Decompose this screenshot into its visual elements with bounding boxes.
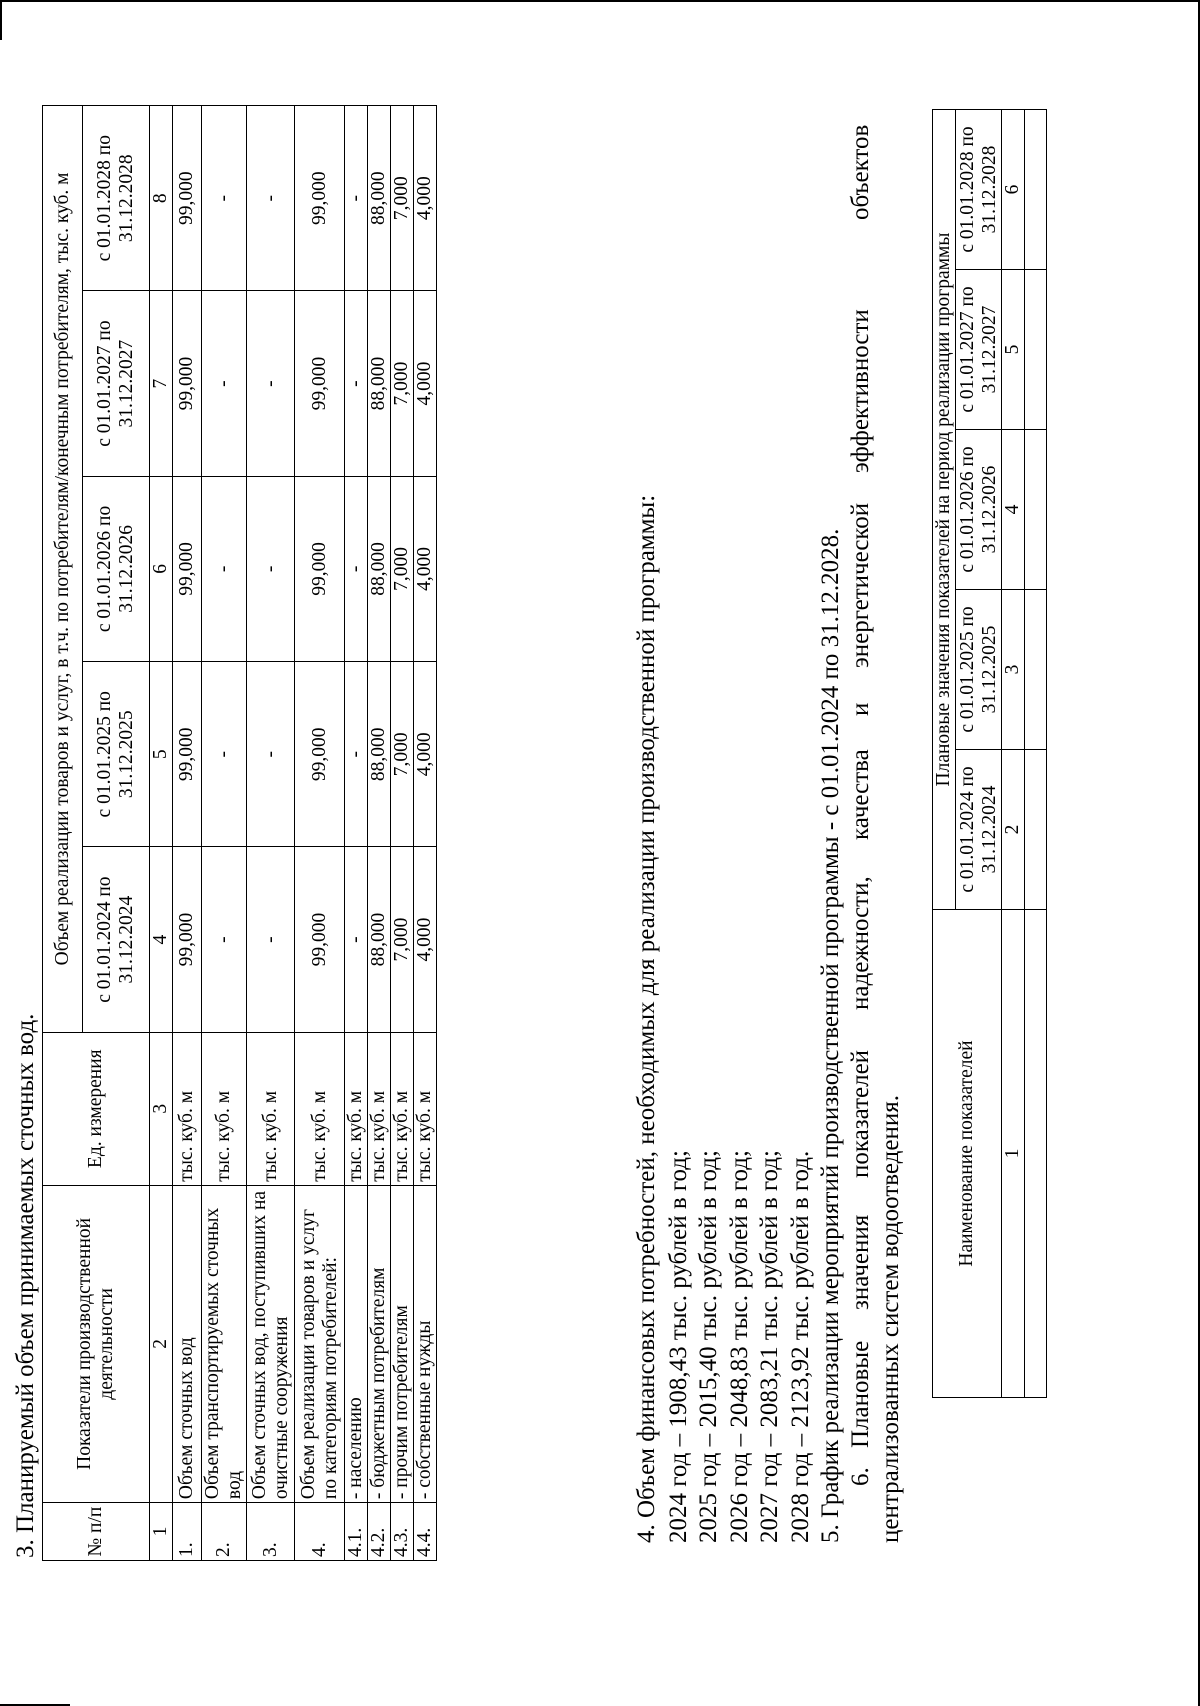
row-value: 4,000 — [414, 847, 437, 1032]
row-num: 4.4. — [414, 1503, 437, 1561]
indicators-table — [932, 109, 1047, 1398]
row-value: 88,000 — [368, 476, 391, 661]
funding-line: 2027 год – 2083,21 тыс. рублей в год; — [756, 1150, 783, 1543]
header-planned-values: Плановые значения показателей на период реализации программы — [933, 109, 956, 909]
row-value: - — [247, 291, 295, 476]
column-number: 5 — [150, 662, 173, 847]
funding-line: 2025 год – 2015,40 тыс. рублей в год; — [695, 1150, 722, 1543]
row-num: 3. — [247, 1503, 295, 1561]
header-volume: Объем реализации товаров и услуг, в т.ч. по потребителям/конечным потребителям, тыс. куб. м — [43, 106, 83, 1033]
table-row — [1025, 109, 1047, 1397]
row-value: 7,000 — [391, 847, 414, 1032]
column-number-row — [150, 106, 173, 1561]
row-value: 7,000 — [391, 662, 414, 847]
column-number: 4 — [1002, 430, 1025, 590]
row-num: 1. — [173, 1503, 202, 1561]
section-5-schedule: 5. График реализации мероприятий производственной программы - с 01.01.2024 по 31.12.2028. — [817, 528, 844, 1543]
section-4-heading: 4. Объем финансовых потребностей, необходимых для реализации производственной программы: — [633, 494, 660, 1543]
column-number: 2 — [1002, 750, 1025, 910]
header-period: с 01.01.2025 по 31.12.2025 — [83, 662, 150, 847]
column-number: 6 — [150, 476, 173, 661]
row-value: - — [247, 847, 295, 1032]
section-6-word: надежности, — [847, 876, 874, 1010]
section-6-word: 6. — [847, 1467, 874, 1486]
column-number: 1 — [1002, 910, 1025, 1398]
header-unit: Ед. измерения — [43, 1032, 150, 1185]
funding-line: 2028 год – 2123,92 тыс. рублей в год. — [787, 1150, 814, 1543]
table-row — [368, 106, 391, 1561]
row-value: 99,000 — [173, 291, 202, 476]
row-value: - — [345, 847, 368, 1032]
section-6-word: и — [847, 702, 874, 716]
section-6-word: объектов — [847, 124, 874, 220]
header-period: с 01.01.2024 по 31.12.2024 — [956, 750, 1002, 910]
row-name: Объем транспортируемых сточных вод — [202, 1185, 247, 1502]
header-period: с 01.01.2026 по 31.12.2026 — [956, 430, 1002, 590]
row-value: - — [247, 106, 295, 291]
header-period: с 01.01.2027 по 31.12.2027 — [83, 291, 150, 476]
row-value: - — [345, 291, 368, 476]
row-value: 4,000 — [414, 476, 437, 661]
row-value: 99,000 — [295, 662, 345, 847]
row-value: 4,000 — [414, 662, 437, 847]
row-unit: тыс. куб. м — [173, 1032, 202, 1185]
header-period: с 01.01.2028 по 31.12.2028 — [956, 109, 1002, 269]
row-value: - — [247, 476, 295, 661]
column-number: 1 — [150, 1503, 173, 1561]
row-value: - — [202, 106, 247, 291]
column-number-row — [1002, 109, 1025, 1397]
table-row — [295, 106, 345, 1561]
row-value: 99,000 — [295, 106, 345, 291]
row-value: 7,000 — [391, 476, 414, 661]
row-value: 99,000 — [173, 847, 202, 1032]
row-value: 99,000 — [173, 106, 202, 291]
row-num: 4.1. — [345, 1503, 368, 1561]
header-period: с 01.01.2025 по 31.12.2025 — [956, 590, 1002, 750]
row-value: - — [202, 476, 247, 661]
section-6-word: Плановые — [847, 1340, 874, 1448]
funding-line: 2024 год – 1908,43 тыс. рублей в год; — [665, 1150, 692, 1543]
table-row — [414, 106, 437, 1561]
row-num: 2. — [202, 1503, 247, 1561]
row-value: 7,000 — [391, 106, 414, 291]
row-value: - — [345, 662, 368, 847]
row-value: 88,000 — [368, 662, 391, 847]
row-num: 4.2. — [368, 1503, 391, 1561]
row-name: - собственные нужды — [414, 1185, 437, 1502]
table-row — [247, 106, 295, 1561]
row-unit: тыс. куб. м — [345, 1032, 368, 1185]
section-6-word: показателей — [847, 1049, 874, 1178]
column-number: 8 — [150, 106, 173, 291]
row-value: 88,000 — [368, 291, 391, 476]
row-value: - — [202, 847, 247, 1032]
header-indicator: Показатели производственной деятельности — [43, 1185, 150, 1502]
row-value: 99,000 — [295, 847, 345, 1032]
row-unit: тыс. куб. м — [247, 1032, 295, 1185]
row-unit: тыс. куб. м — [295, 1032, 345, 1185]
row-unit: тыс. куб. м — [368, 1032, 391, 1185]
column-number: 7 — [150, 291, 173, 476]
section-3-heading: 3. Планируемый объем принимаемых сточных вод. — [12, 1013, 39, 1558]
row-num: 4.3. — [391, 1503, 414, 1561]
column-number: 2 — [150, 1185, 173, 1502]
row-value: 7,000 — [391, 291, 414, 476]
row-value: 88,000 — [368, 847, 391, 1032]
column-number: 5 — [1002, 270, 1025, 430]
row-name: - бюджетным потребителям — [368, 1185, 391, 1502]
row-name: Объем реализации товаров и услуг по категориям потребителей: — [295, 1185, 345, 1502]
row-value: - — [202, 662, 247, 847]
column-number: 3 — [1002, 590, 1025, 750]
section-6-word: энергетической — [847, 502, 874, 668]
row-value: - — [345, 476, 368, 661]
table-row — [391, 106, 414, 1561]
row-name: Объем сточных вод, поступивших на очистные сооружения — [247, 1185, 295, 1502]
row-value: - — [202, 291, 247, 476]
column-number: 3 — [150, 1032, 173, 1185]
row-value: 99,000 — [295, 476, 345, 661]
row-unit: тыс. куб. м — [414, 1032, 437, 1185]
header-period: с 01.01.2028 по 31.12.2028 — [83, 106, 150, 291]
table-row — [202, 106, 247, 1561]
header-period: с 01.01.2024 по 31.12.2024 — [83, 847, 150, 1032]
section-6-word: эффективности — [847, 309, 874, 473]
header-period: с 01.01.2027 по 31.12.2027 — [956, 270, 1002, 430]
table-row — [173, 106, 202, 1561]
section-6-word: значения — [847, 1214, 874, 1310]
row-value: 99,000 — [173, 662, 202, 847]
row-unit: тыс. куб. м — [202, 1032, 247, 1185]
row-name: Объем сточных вод — [173, 1185, 202, 1502]
header-period: с 01.01.2026 по 31.12.2026 — [83, 476, 150, 661]
row-value: - — [247, 662, 295, 847]
row-value: 88,000 — [368, 106, 391, 291]
column-number: 6 — [1002, 109, 1025, 269]
row-unit: тыс. куб. м — [391, 1032, 414, 1185]
column-number: 4 — [150, 847, 173, 1032]
row-name: - прочим потребителям — [391, 1185, 414, 1502]
funding-line: 2026 год – 2048,83 тыс. рублей в год; — [726, 1150, 753, 1543]
row-value: 99,000 — [295, 291, 345, 476]
section-6-word: качества — [847, 749, 874, 840]
wastewater-volume-table — [42, 105, 437, 1561]
section-6-line2: централизованных систем водоотведения. — [877, 1095, 904, 1543]
row-value: - — [345, 106, 368, 291]
row-num: 4. — [295, 1503, 345, 1561]
row-value: 99,000 — [173, 476, 202, 661]
table-row — [345, 106, 368, 1561]
row-value: 4,000 — [414, 106, 437, 291]
header-num: № п/п — [43, 1503, 150, 1561]
header-indicator-name: Наименование показателей — [933, 910, 1002, 1398]
row-value: 4,000 — [414, 291, 437, 476]
row-name: - населению — [345, 1185, 368, 1502]
